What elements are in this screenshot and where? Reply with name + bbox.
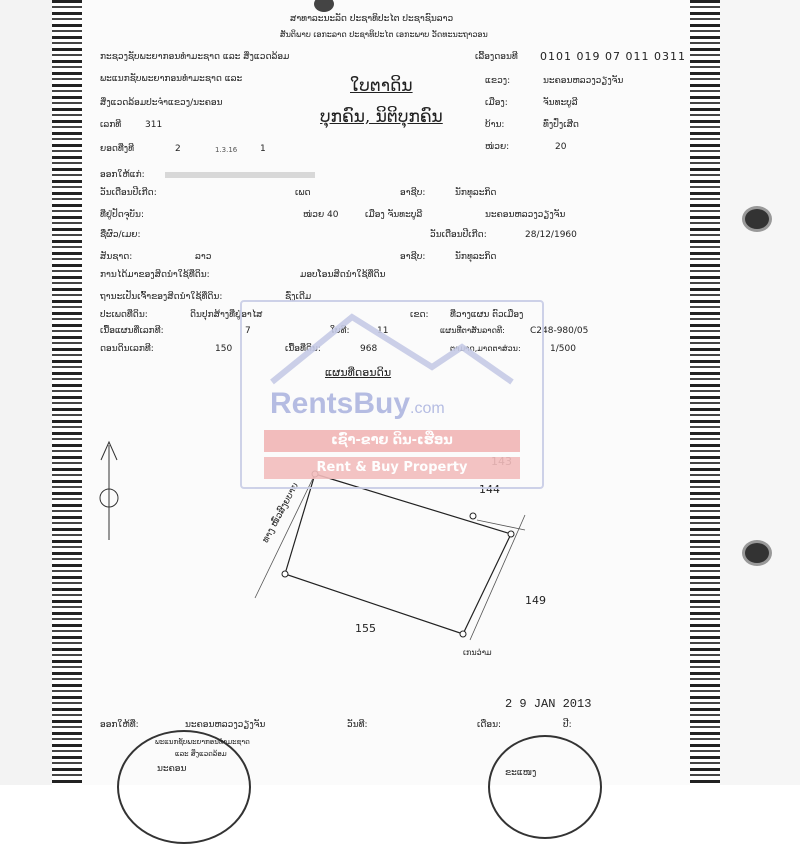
scale-label: ຕາມາດ,ມາດຕາສ່ວນ: <box>450 344 521 353</box>
header-line-2: ສັນຕິພາບ ເອກະລາດ ປະຊາທິປະໄຕ ເອກະພາບ ວັດທະນະຖາວອນ <box>280 30 488 39</box>
edge-label-right-top: 144 <box>479 483 500 496</box>
village-label: ບ້ານ: <box>485 120 505 130</box>
page-margin-left <box>0 0 52 785</box>
corner-label: ເກນວ່າມ <box>463 648 492 657</box>
certificate-title: ໃບຕາດິນ <box>350 76 413 96</box>
issue-date-stamp: 2 9 JAN 2013 <box>505 697 592 711</box>
north-arrow-icon <box>100 442 118 540</box>
book-value: 2 <box>175 144 181 154</box>
zone-value: ທີ່ວາງແຜນ ຕົວເມືອງ <box>450 310 524 320</box>
birthdate-label: ວັນເດືອນປີເກີດ: <box>100 188 157 198</box>
binder-hole-bottom <box>742 540 772 566</box>
village-value: ທົ່ງປົ່ງເສີດ <box>543 120 579 130</box>
book-extra-2: 1 <box>260 144 266 154</box>
header-line-1: ສາທາລະນະລັດ ປະຊາທິປະໄຕ ປະຊາຊົນລາວ <box>290 14 454 24</box>
zone-label: ເຂດ: <box>410 310 429 320</box>
spouse-occupation-value: ນັກທຸລະກິດ <box>455 252 497 262</box>
watermark-roof-logo <box>262 307 522 387</box>
occupation-value: ນັກທຸລະກິດ <box>455 188 497 198</box>
district-value: ຈັນທະບູລີ <box>543 98 578 108</box>
acquisition-label: ການໄດ້ມາຂອງສິດນຳໃຊ້ທີ່ດິນ: <box>100 270 210 280</box>
ownership-label: ຖານະເປັນເຈົ້າຂອງສິດນຳໃຊ້ທີ່ດິນ: <box>100 292 223 302</box>
watermark-bar-2: Rent & Buy Property <box>264 457 520 479</box>
spouse-birthdate-value: 28/12/1960 <box>525 230 577 240</box>
office-line-3: ນະຄອນ <box>157 764 187 774</box>
cadastral-label: ແຜນທີ່ຕາສັນລາດທີ: <box>440 326 505 335</box>
binder-hole-top <box>742 206 772 232</box>
owner-label: ອອກໃຫ້ແກ່: <box>100 170 145 180</box>
address-province: ນະຄອນຫລວງວຽງຈັນ <box>485 210 566 220</box>
address-unit: ໜ່ວຍ 40 <box>303 210 339 220</box>
landtype-value: ດິນປຸກສ້າງທີ່ຢູ່ອາໄສ <box>190 310 263 320</box>
mapsheet-label: ເນື້ອແຜນທີ່ເລກທີ: <box>100 326 164 336</box>
number-label: ເລກທີ <box>100 120 122 130</box>
gender-label: ເພດ <box>295 188 311 198</box>
scale-value: 1/500 <box>550 344 576 354</box>
parcel-number: 0101 019 07 011 0311 <box>540 50 686 63</box>
sheet-label: ໃບທີ: <box>330 326 350 336</box>
map-title: ແຜນທີ່ດອນດິນ <box>325 366 392 379</box>
ministry-name: ກະຊວງຊັບພະຍາກອນທຳມະຊາດ ແລະ ສິ່ງແວດລ້ອມ <box>100 52 290 62</box>
spouse-label: ຊື່ຜົວ/ເມຍ: <box>100 230 141 240</box>
month-label: ເດືອນ: <box>477 720 502 730</box>
plot-value: 150 <box>215 344 233 354</box>
address-label: ທີ່ຢູ່ປັດຈຸບັນ: <box>100 210 144 220</box>
nationality-value: ລາວ <box>195 252 212 262</box>
day-label: ວັນທີ: <box>347 720 368 730</box>
address-district: ເມືອງ ຈັນທະບູລີ <box>365 210 423 220</box>
owner-redacted <box>165 172 315 178</box>
province-label: ແຂວງ: <box>485 76 511 86</box>
book-extra: 1.3.16 <box>215 146 238 154</box>
official-seal-left <box>117 730 251 844</box>
number-value: 311 <box>145 120 163 130</box>
year-label: ປີ: <box>563 720 572 730</box>
sheet-value: 11 <box>377 326 389 336</box>
district-label: ເມືອງ: <box>485 98 508 108</box>
mapsheet-value: 7 <box>245 326 251 336</box>
ornamental-border-left <box>52 0 82 785</box>
issued-at-value: ນະຄອນຫລວງວຽງຈັນ <box>185 720 266 730</box>
national-emblem-icon <box>313 0 335 14</box>
plot-label: ດອນດິນເລກທີ: <box>100 344 154 354</box>
edge-label-bottom: 155 <box>355 622 376 635</box>
spouse-birthdate-label: ວັນເດືອນປີເກີດ: <box>430 230 487 240</box>
road-label: ທາງ ໜົ່ວສົງຍບາຍ <box>261 481 302 545</box>
page-margin-right <box>720 0 800 785</box>
occupation-label: ອາຊີບ: <box>400 188 426 198</box>
ornamental-border-right <box>690 0 720 785</box>
book-label: ຍອດທີ່ງທີ <box>100 144 135 154</box>
area-value: 968 <box>360 344 378 354</box>
spouse-occupation-label: ອາຊີບ: <box>400 252 426 262</box>
edge-label-right: 149 <box>525 594 546 607</box>
watermark-brand: RentsBuy.com <box>270 387 445 420</box>
office-line-1: ພະແນກຊັບພະຍາກອນທຳມະຊາດ <box>155 738 250 746</box>
area-label: ເນື້ອທີ່ດິນ: <box>285 344 321 354</box>
nationality-label: ສັນຊາດ: <box>100 252 133 262</box>
office-line-2: ແລະ ສິ່ງແວດລ້ອມ <box>175 750 227 758</box>
right-seal-text: ຂະແໜງ <box>505 768 537 778</box>
dept-line-2: ສິ່ງແວດລ້ອມປະຈຳແຂວງ/ນະຄອນ <box>100 98 223 108</box>
watermark-bar-1: ເຊົ່າ-ຂາຍ ດິນ-ເຮືອນ <box>264 430 520 452</box>
unit-label: ໜ່ວຍ: <box>485 142 510 152</box>
dept-line-1: ພະແນກຊັບພະຍາກອນທຳມະຊາດ ແລະ <box>100 74 243 84</box>
certificate-subtitle: ບຸກຄົນ, ນິຕິບຸກຄົນ <box>320 107 443 127</box>
parcel-number-label: ເລີ້ອງດອນທີ <box>475 52 518 62</box>
province-value: ນະຄອນຫລວງວຽງຈັນ <box>543 76 624 86</box>
official-seal-right <box>488 735 602 839</box>
acquisition-value: ມອບໂອນສິດນຳໃຊ້ທີ່ດິນ <box>300 270 386 280</box>
unit-value: 20 <box>555 142 567 152</box>
rentsbuy-watermark <box>240 300 544 489</box>
landtype-label: ປະເພດທີ່ດິນ: <box>100 310 148 320</box>
issued-at-label: ອອກໃຫ້ທີ່: <box>100 720 139 730</box>
ownership-value: ຊົ່ງເດີມ <box>285 292 312 302</box>
cadastral-value: C248-980/05 <box>530 326 589 336</box>
